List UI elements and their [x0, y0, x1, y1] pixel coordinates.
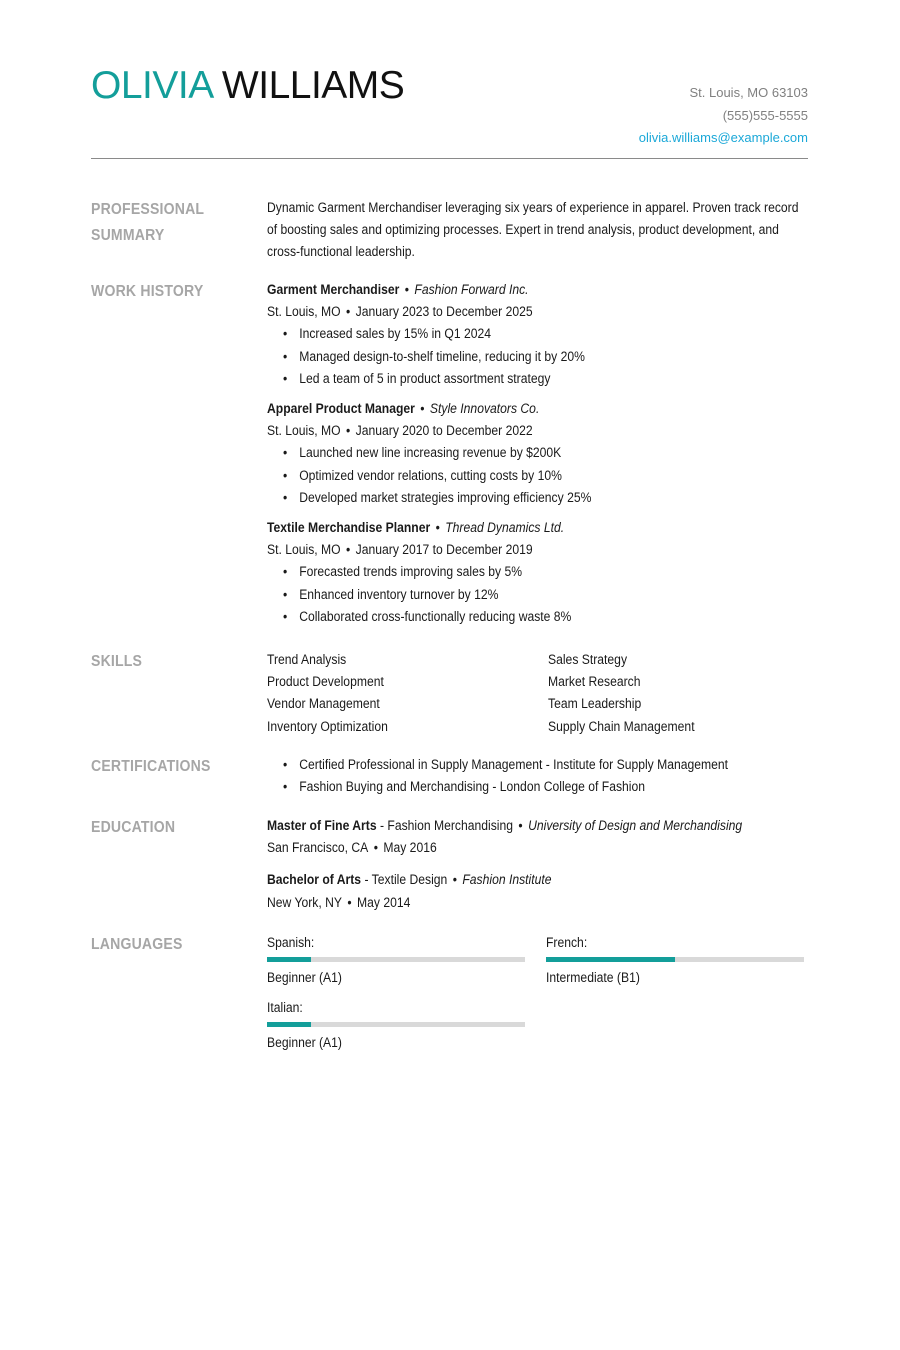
- job-bullet-text: Collaborated cross-functionally reducing waste 8%: [299, 608, 572, 624]
- job-bullet-text: Increased sales by 15% in Q1 2024: [299, 326, 492, 342]
- skill-item: Trend Analysis: [267, 652, 347, 667]
- education-degree: Bachelor of Arts: [267, 872, 362, 888]
- education-date: May 2016: [383, 840, 437, 856]
- certifications-title: CERTIFICATIONS: [91, 758, 211, 775]
- bullet-icon: •: [283, 608, 288, 624]
- work-history-body: [267, 279, 808, 636]
- job-bullet-text: Enhanced inventory turnover by 12%: [299, 586, 499, 602]
- bullet-icon: •: [283, 326, 288, 342]
- education-degree: Master of Fine Arts: [267, 818, 377, 833]
- job-company: Thread Dynamics Ltd.: [445, 520, 565, 536]
- skills-title: SKILLS: [91, 653, 143, 670]
- job-location: St. Louis, MO: [267, 423, 341, 439]
- work-history-title: WORK HISTORY: [91, 283, 204, 300]
- bullet-icon: •: [283, 564, 288, 580]
- job-role: Textile Merchandise Planner: [267, 520, 431, 536]
- language-level: Beginner (A1): [267, 1035, 342, 1050]
- job-entry: [267, 398, 808, 509]
- education-meta-line: [267, 892, 754, 914]
- education-meta-line: [267, 837, 754, 859]
- language-proficiency-bar: [546, 957, 804, 962]
- bullet-icon: •: [283, 757, 288, 772]
- bullet-icon: •: [283, 467, 288, 483]
- job-bullet-text: Led a team of 5 in product assortment strategy: [299, 370, 551, 386]
- first-name: OLIVIA: [91, 64, 212, 107]
- job-bullet: [283, 442, 756, 464]
- separator-dot: •: [452, 872, 457, 888]
- job-bullets: [267, 561, 808, 628]
- job-bullet: [283, 465, 756, 487]
- job-bullet: [283, 323, 756, 345]
- job-title-line: [267, 517, 754, 539]
- contact-block: [639, 82, 808, 150]
- separator-dot: •: [373, 840, 378, 856]
- summary-section: [91, 197, 808, 267]
- education-section: [91, 815, 808, 920]
- job-bullets: [267, 323, 808, 390]
- certification-text: Certified Professional in Supply Management - Institute for Supply Management: [299, 757, 729, 772]
- job-entry: [267, 517, 808, 628]
- job-dates: January 2023 to December 2025: [355, 304, 533, 320]
- language-item: [267, 997, 525, 1054]
- contact-location: St. Louis, MO 63103: [689, 85, 808, 100]
- skill-item: Product Development: [267, 674, 384, 690]
- education-date: May 2014: [357, 894, 411, 910]
- language-level: Beginner (A1): [267, 970, 342, 985]
- skill-item: Inventory Optimization: [267, 718, 388, 734]
- separator-dot: •: [346, 423, 351, 439]
- job-meta-line: [267, 301, 754, 323]
- education-entry: [267, 869, 808, 913]
- bullet-icon: •: [283, 586, 288, 602]
- certification-text: Fashion Buying and Merchandising - London College of Fashion: [299, 779, 646, 795]
- job-location: St. Louis, MO: [267, 542, 341, 558]
- job-bullet-text: Developed market strategies improving efficiency 25%: [299, 489, 592, 505]
- bullet-icon: •: [283, 348, 288, 364]
- separator-dot: •: [518, 818, 523, 833]
- work-history-section: [91, 279, 808, 639]
- language-name: Italian:: [267, 1000, 303, 1015]
- language-level: Intermediate (B1): [546, 970, 640, 985]
- skill-item: Vendor Management: [267, 696, 380, 712]
- job-dates: January 2017 to December 2019: [355, 542, 533, 558]
- job-company: Fashion Forward Inc.: [414, 282, 529, 297]
- job-bullet: [283, 606, 756, 628]
- job-bullet-text: Launched new line increasing revenue by $200K: [299, 445, 562, 461]
- skills-body: [267, 649, 808, 738]
- job-bullet: [283, 487, 756, 509]
- last-name: WILLIAMS: [221, 64, 405, 107]
- bullet-icon: •: [283, 370, 288, 386]
- job-bullet: [283, 584, 756, 606]
- education-field: - Fashion Merchandising: [376, 818, 514, 833]
- job-company: Style Innovators Co.: [429, 401, 540, 417]
- separator-dot: •: [420, 401, 425, 417]
- skill-item: Team Leadership: [548, 696, 642, 712]
- job-bullet: [283, 368, 756, 390]
- job-meta-line: [267, 420, 754, 442]
- skill-item: Supply Chain Management: [548, 718, 695, 734]
- job-bullet: [283, 561, 756, 583]
- education-degree-line: [267, 815, 754, 837]
- education-degree-line: [267, 869, 754, 891]
- separator-dot: •: [346, 542, 351, 558]
- language-name: Spanish:: [267, 935, 315, 950]
- header-divider: [91, 158, 808, 159]
- job-bullet-text: Optimized vendor relations, cutting costs by 10%: [299, 467, 562, 483]
- job-bullets: [267, 442, 808, 509]
- language-proficiency-fill: [267, 1022, 311, 1027]
- summary-text: Dynamic Garment Merchandiser leveraging six years of experience in apparel. Proven track record of boosting sales and optimizing processes. Expert in trend analysis, product development, and cross-functional leadership.: [267, 200, 799, 260]
- education-body: [267, 815, 808, 924]
- separator-dot: •: [404, 282, 410, 297]
- language-proficiency-bar: [267, 1022, 525, 1027]
- separator-dot: •: [435, 520, 440, 536]
- job-bullet: [283, 346, 756, 368]
- separator-dot: •: [347, 894, 352, 910]
- contact-phone: (555)555-5555: [722, 107, 808, 123]
- job-entry: [267, 279, 808, 390]
- job-role: Apparel Product Manager: [267, 401, 415, 417]
- language-item: [267, 932, 525, 989]
- certifications-section: [91, 754, 808, 804]
- separator-dot: •: [346, 304, 351, 320]
- job-title-line: [267, 398, 754, 420]
- skill-item: Sales Strategy: [548, 652, 628, 667]
- certification-item: [283, 754, 756, 776]
- language-item: [546, 932, 804, 989]
- job-dates: January 2020 to December 2022: [355, 423, 533, 439]
- education-school: Fashion Institute: [462, 872, 552, 888]
- bullet-icon: •: [283, 779, 288, 795]
- education-school: University of Design and Merchandising: [528, 818, 743, 833]
- education-title: EDUCATION: [91, 819, 176, 836]
- language-name: French:: [546, 935, 588, 950]
- languages-body: [267, 932, 808, 1052]
- education-field: - Textile Design: [361, 872, 448, 888]
- languages-section: [91, 932, 808, 1062]
- job-bullet-text: Forecasted trends improving sales by 5%: [299, 564, 523, 580]
- summary-title: PROFESSIONAL SUMMARY: [91, 201, 204, 244]
- education-location: San Francisco, CA: [267, 840, 369, 856]
- skill-item: Market Research: [548, 674, 641, 690]
- language-proficiency-fill: [267, 957, 311, 962]
- languages-title: LANGUAGES: [91, 936, 183, 953]
- skills-section: [91, 649, 808, 744]
- education-location: New York, NY: [267, 894, 342, 910]
- certification-item: [283, 776, 756, 798]
- skills-grid: [267, 649, 808, 738]
- candidate-name: [91, 62, 404, 110]
- education-entry: [267, 815, 808, 859]
- language-proficiency-fill: [546, 957, 675, 962]
- job-bullet-text: Managed design-to-shelf timeline, reducing it by 20%: [299, 348, 585, 364]
- job-title-line: [267, 279, 754, 301]
- language-proficiency-bar: [267, 957, 525, 962]
- certifications-list: [267, 754, 808, 798]
- bullet-icon: •: [283, 445, 288, 461]
- job-meta-line: [267, 539, 754, 561]
- summary-body: [267, 197, 808, 264]
- languages-grid: [267, 932, 808, 1052]
- job-role: Garment Merchandiser: [267, 282, 400, 297]
- job-location: St. Louis, MO: [267, 304, 341, 320]
- contact-email[interactable]: olivia.williams@example.com: [638, 130, 808, 145]
- certifications-body: [267, 754, 808, 798]
- bullet-icon: •: [283, 489, 288, 505]
